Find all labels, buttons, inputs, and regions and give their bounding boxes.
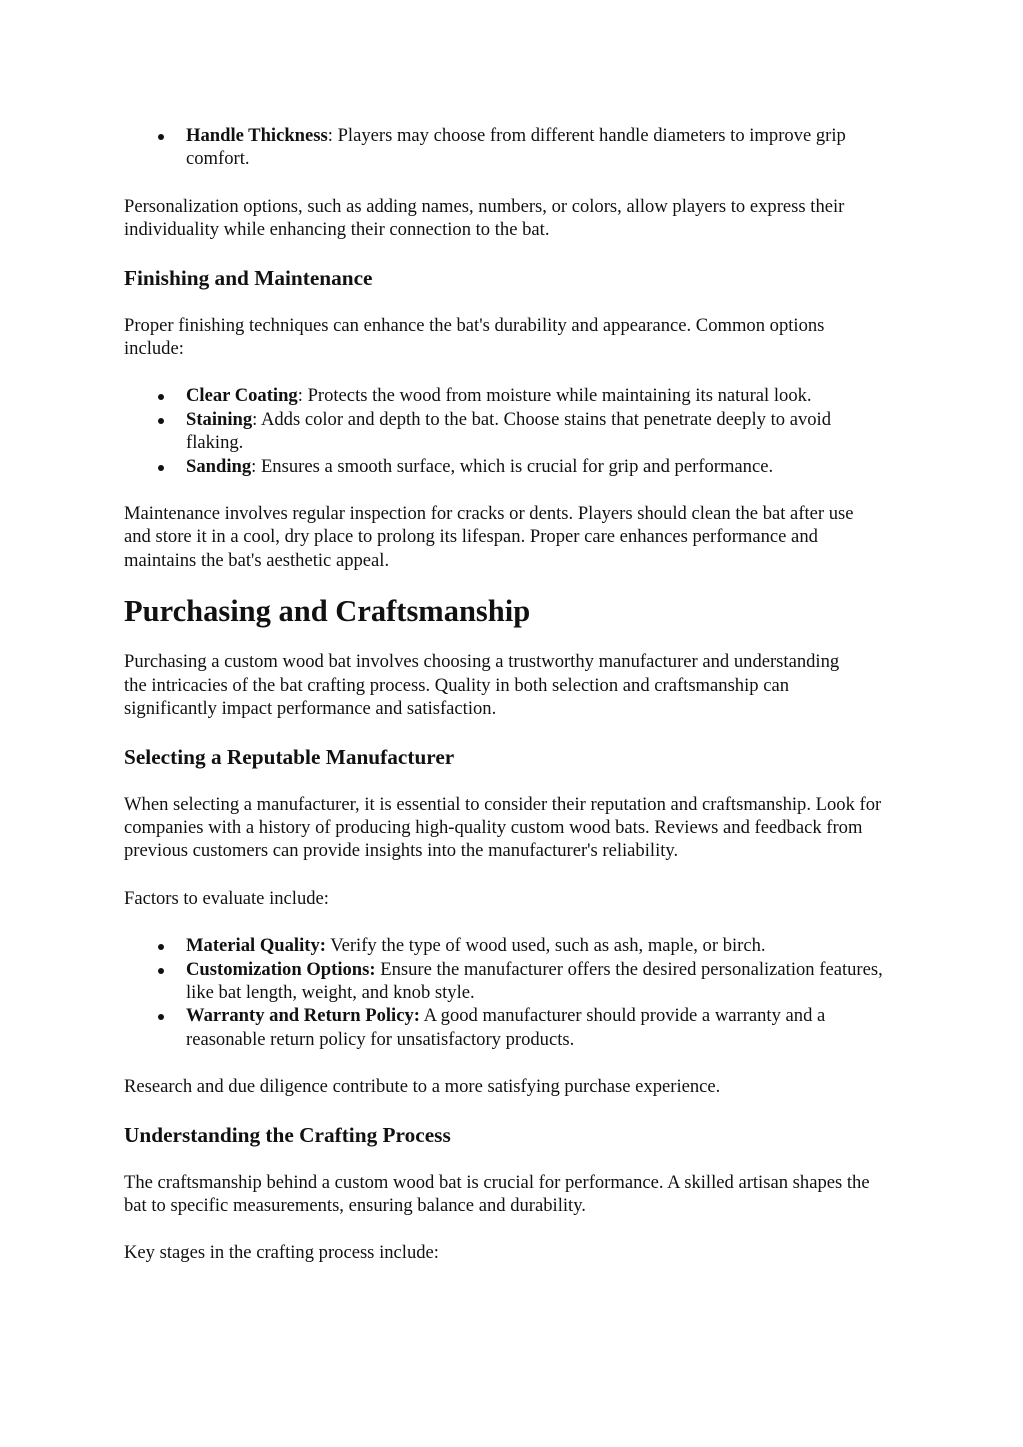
list-item-term: Sanding (186, 455, 252, 477)
factors-list (124, 934, 904, 1051)
list-item-text: Ensure the manufacturer offers the desired personalization features, like bat length, weight, and knob style. (186, 958, 883, 1003)
list-item-text: Protects the wood from moisture while maintaining its natural look. (307, 385, 812, 407)
finishing-list (124, 384, 904, 478)
key-stages-paragraph: Key stages in the crafting process include: (124, 1242, 439, 1264)
list-item: Sanding: Ensures a smooth surface, which is crucial for grip and performance. (186, 455, 904, 478)
manufacturer-paragraph: When selecting a manufacturer, it is essential to consider their reputation and craftsmanship. Look for companies with a history of producing high-quality custom wood bats. Reviews and feedback from previous customers can provide insights into the manufacturer's reliability. (124, 793, 882, 862)
list-item (186, 934, 904, 957)
manufacturer-heading: Selecting a Reputable Manufacturer (124, 744, 455, 769)
list-item: Staining: Adds color and depth to the bat. Choose stains that penetrate deeply to avoid flaking. (186, 408, 876, 455)
maintenance-paragraph: Maintenance involves regular inspection for cracks or dents. Players should clean the bat after use and store it in a cool, dry place to prolong its lifespan. Proper care enhances performance and maintains the bat's aesthetic appeal. (124, 503, 854, 571)
list-item-text: Verify the type of wood used, such as ash, maple, or birch. (330, 935, 766, 957)
finishing-heading: Finishing and Maintenance (124, 265, 373, 290)
crafting-heading: Understanding the Crafting Process (124, 1122, 451, 1147)
list-item: Clear Coating: Protects the wood from moisture while maintaining its natural look. (186, 384, 904, 407)
list-item-text: A good manufacturer should provide a warranty and a reasonable return policy for unsatisfactory products. (186, 1005, 826, 1050)
list-item-term: Warranty and Return Policy: (186, 1005, 420, 1027)
crafting-paragraph: The craftsmanship behind a custom wood bat is crucial for performance. A skilled artisan shapes the bat to specific measurements, ensuring balance and durability. (124, 1171, 870, 1216)
factors-paragraph: Factors to evaluate include: (124, 887, 329, 909)
purchasing-heading: Purchasing and Craftsmanship (124, 594, 531, 629)
list-item-term: Material Quality: (186, 935, 326, 957)
list-item (186, 1004, 904, 1051)
finishing-intro-paragraph: Proper finishing techniques can enhance the bat's durability and appearance. Common options include: (124, 314, 825, 360)
list-item (186, 958, 891, 1005)
document-page (124, 124, 904, 1265)
list-item-term: Clear Coating (186, 385, 298, 407)
list-item-term: Handle Thickness (186, 125, 328, 146)
research-paragraph: Research and due diligence contribute to a more satisfying purchase experience. (124, 1076, 721, 1098)
list-item-text: Ensures a smooth surface, which is crucial for grip and performance. (260, 455, 774, 477)
list-item-term: Customization Options: (186, 958, 376, 980)
list-item-text: Adds color and depth to the bat. Choose stains that penetrate deeply to avoid flaking. (186, 408, 832, 454)
handle-list (124, 124, 904, 171)
list-item-term: Staining (186, 408, 253, 430)
purchasing-intro-paragraph: Purchasing a custom wood bat involves choosing a trustworthy manufacturer and understanding the intricacies of the bat crafting process. Quality in both selection and craftsmanship can significantly impact performance and satisfaction. (124, 651, 840, 720)
list-item-text: Players may choose from different handle diameters to improve grip comfort. (186, 125, 846, 170)
personalization-paragraph: Personalization options, such as adding names, numbers, or colors, allow players to express their individuality while enhancing their connection to the bat. (124, 195, 845, 241)
list-item: Handle Thickness: Players may choose from different handle diameters to improve grip comfort. (186, 124, 904, 171)
